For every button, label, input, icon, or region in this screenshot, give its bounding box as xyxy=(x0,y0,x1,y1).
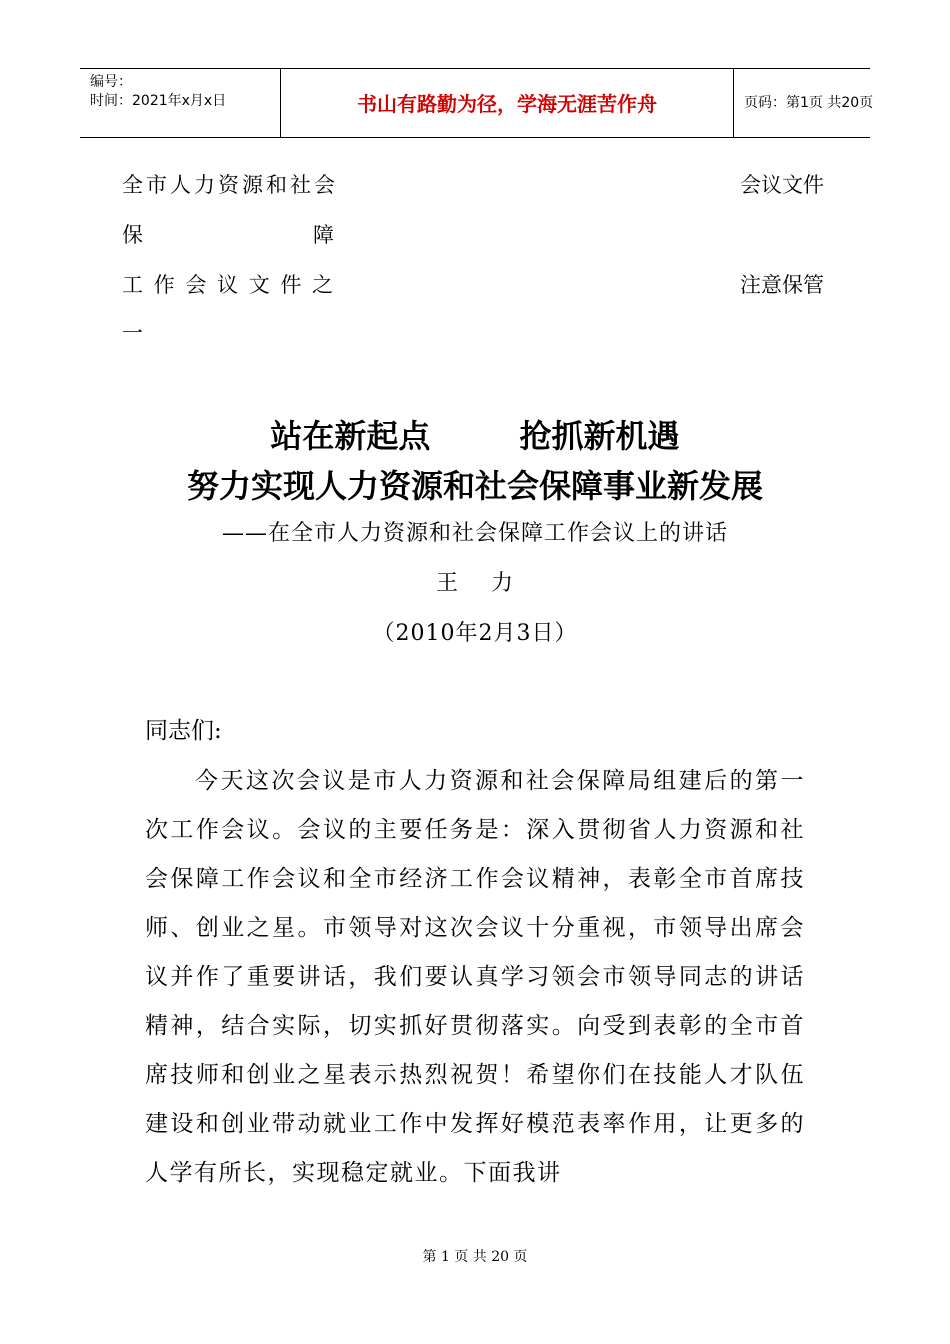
title-line1: 站在新起点 抢抓新机遇 xyxy=(270,417,680,455)
doc-label-line2 xyxy=(122,222,334,248)
header-motto-cell xyxy=(281,69,734,137)
author: 王 力 xyxy=(436,571,514,596)
greeting: 同志们: xyxy=(145,718,222,744)
page-footer: 第 1 页 共 20 页 xyxy=(422,1249,528,1265)
title-line2: 努力实现人力资源和社会保障事业新发展 xyxy=(186,467,763,505)
doc-label-line4: 一 xyxy=(122,321,143,345)
subtitle: ——在全市人力资源和社会保障工作会议上的讲话 xyxy=(221,521,728,546)
document-header xyxy=(80,68,874,138)
doc-label-line2-a: 保 xyxy=(122,223,143,247)
motto-text: 书山有路勤为径，学海无涯苦作舟 xyxy=(357,92,657,116)
number-label: 编号： xyxy=(90,74,132,90)
header-meta-cell xyxy=(80,69,281,137)
doc-label-line2-b: 障 xyxy=(313,223,334,247)
keep-safe-label: 注意保管 xyxy=(740,273,824,297)
meeting-file-label: 会议文件 xyxy=(740,173,824,197)
body-paragraph: 今天这次会议是市人力资源和社会保障局组建后的第一次工作会议。会议的主要任务是：深入贯彻省人力资源和社会保障工作会议和全市经济工作会议精神，表彰全市首席技师、创业之星。市领导对这次会议十分重视，市领导出席会议并作了重要讲话，我们要认真学习领会市领导同志的讲话精神，结合实际，切实抓好贯彻落实。向受到表彰的全市首席技师和创业之星表示热烈祝贺！希望你们在技能人才队伍建设和创业带动就业工作中发挥好模范表率作用，让更多的人学有所长，实现稳定就业。下面我讲 xyxy=(145,768,805,1186)
doc-label-line1: 全市人力资源和社会 xyxy=(122,173,338,197)
date-label: 时间：2021年x月x日 xyxy=(90,93,227,109)
page-info: 页码：第1页 共20页 xyxy=(744,95,874,111)
doc-label-line3: 工 作 会 议 文 件 之 xyxy=(122,273,336,297)
header-page-cell xyxy=(734,69,874,137)
speech-date: （2010年2月3日） xyxy=(372,621,578,646)
